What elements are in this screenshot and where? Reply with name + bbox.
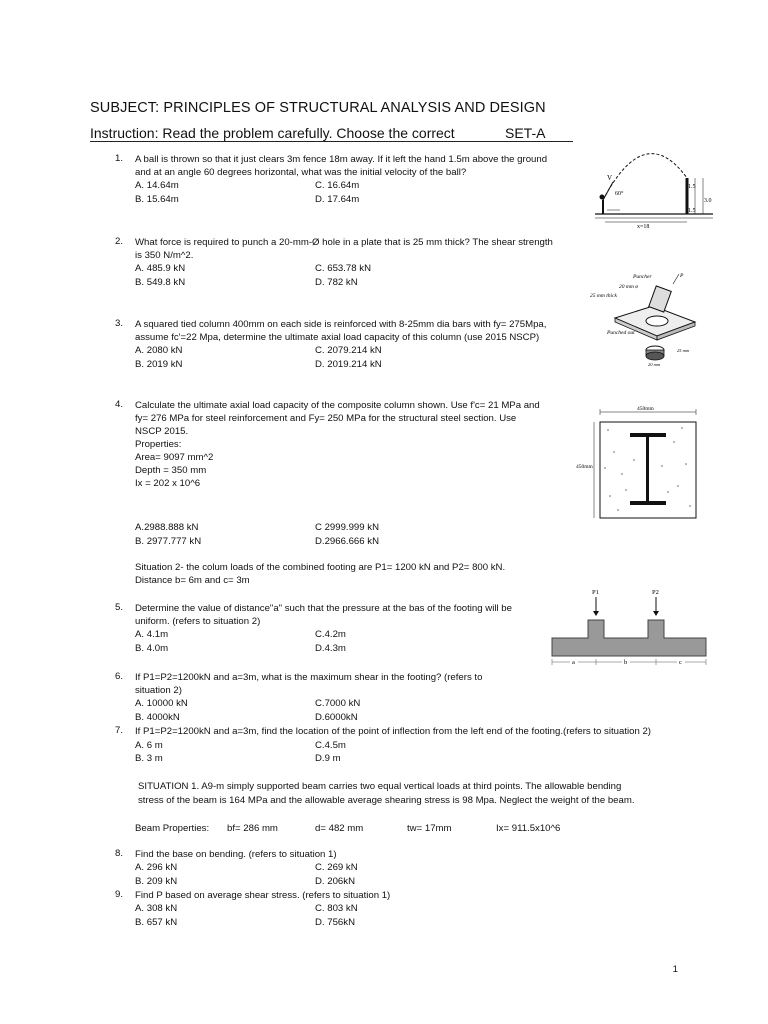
dimension-label: 20 mm [648, 362, 661, 367]
choice-c: C.4.2m [315, 629, 346, 640]
choice-d: D. 17.64m [315, 194, 360, 205]
choice-c: C. 2079.214 kN [315, 345, 382, 356]
choice-d: D. 782 kN [315, 277, 358, 288]
dimension-b-label: b [624, 659, 628, 666]
beam-property-d: d= 482 mm [315, 823, 364, 834]
choice-b: B. 4.0m [135, 643, 169, 654]
load-p2-label: P2 [652, 589, 659, 596]
question-text: fy= 276 MPa for steel reinforcement and Fy= 250 MPa for the structural steel section. Use [135, 413, 517, 424]
combined-footing-figure [548, 584, 710, 668]
choice-a: A. 485.9 kN [135, 263, 186, 274]
choice-c: C. 269 kN [315, 862, 358, 873]
dimension-a-label: a [572, 659, 575, 666]
choice-a: A.2988.888 kN [135, 522, 199, 533]
choice-c: C. 16.64m [315, 180, 360, 191]
question-text: Determine the value of distance"a" such that the pressure at the bas of the footing will be [135, 603, 512, 614]
beam-property-tw: tw= 17mm [407, 823, 452, 834]
choice-d: D.4.3m [315, 643, 346, 654]
question-text: uniform. (refers to situation 2) [135, 616, 261, 627]
question-number: 4. [114, 399, 123, 410]
choice-a: A. 14.64m [135, 180, 179, 191]
projectile-figure [585, 140, 717, 228]
question-text: If P1=P2=1200kN and a=3m, find the location of the point of inflection from the left end of the footing.(refers to situation 2) [135, 726, 651, 737]
choice-c: C.4.5m [315, 740, 346, 751]
choice-a: A. 10000 kN [135, 698, 188, 709]
question-number: 5. [114, 602, 123, 613]
question-text: and at an angle 60 degrees horizontal, what was the initial velocity of the ball? [135, 167, 467, 178]
question-text: Ix = 202 x 10^6 [135, 478, 201, 489]
question-text: situation 2) [135, 685, 182, 696]
choice-a: A. 2080 kN [135, 345, 183, 356]
composite-column-figure [574, 402, 714, 524]
choice-b: B. 4000kN [135, 712, 180, 723]
question-text: NSCP 2015. [135, 426, 189, 437]
beam-properties-label: Beam Properties: [135, 823, 210, 834]
question-number: 3. [114, 318, 123, 329]
choice-a: A. 6 m [135, 740, 163, 751]
choice-a: A. 296 kN [135, 862, 178, 873]
velocity-label: V [607, 174, 613, 182]
choice-b: B. 657 kN [135, 917, 178, 928]
choice-b: B. 3 m [135, 753, 163, 764]
question-number: 6. [114, 671, 123, 682]
punched-out-label: Punched out [607, 330, 635, 336]
choice-b: B. 15.64m [135, 194, 179, 205]
width-label: 450mm [637, 406, 654, 412]
height-label: 450mm [576, 464, 593, 470]
choice-c: C 2999.999 kN [315, 522, 379, 533]
punch-figure [585, 266, 710, 374]
question-number: 2. [114, 236, 123, 247]
page-number: 1 [672, 964, 678, 975]
question-text: If P1=P2=1200kN and a=3m, what is the maximum shear in the footing? (refers to [135, 672, 483, 683]
subject-title: SUBJECT: PRINCIPLES OF STRUCTURAL ANALYSIS AND DESIGN [90, 100, 546, 116]
beam-property-bf: bf= 286 mm [227, 823, 278, 834]
choice-b: B. 549.8 kN [135, 277, 186, 288]
situation-2-text: Distance b= 6m and c= 3m [135, 575, 250, 586]
choice-d: D. 756kN [315, 917, 355, 928]
situation-1-text: stress of the beam is 164 MPa and the allowable average shearing stress is 98 Mpa. Neglect the weight of the beam. [138, 795, 635, 806]
question-number: 8. [114, 848, 123, 859]
choice-c: C.7000 kN [315, 698, 361, 709]
choice-d: D.9 m [315, 753, 341, 764]
dimension-c-label: c [679, 659, 682, 666]
choice-b: B. 2019 kN [135, 359, 183, 370]
question-text: A squared tied column 400mm on each side is reinforced with 8-25mm dia bars with fy= 275Mpa, [135, 319, 547, 330]
question-text: Find the base on bending. (refers to situation 1) [135, 849, 337, 860]
header-rule [90, 141, 573, 142]
choice-b: B. 209 kN [135, 876, 178, 887]
choice-c: C. 803 kN [315, 903, 358, 914]
puncher-label: Puncher [633, 274, 652, 280]
question-number: 1. [114, 153, 123, 164]
angle-label: 60° [615, 191, 624, 197]
set-label: SET-A [505, 125, 546, 141]
situation-2-text: Situation 2- the colum loads of the combined footing are P1= 1200 kN and P2= 800 kN. [135, 562, 506, 573]
choice-b: B. 2977.777 kN [135, 536, 202, 547]
distance-label: x=18 [637, 224, 650, 228]
dimension-label: 25 mm [677, 348, 690, 353]
thickness-label: 25 mm thick [590, 293, 617, 299]
choice-d: D.6000kN [315, 712, 358, 723]
question-text: is 350 N/m^2. [135, 250, 194, 261]
choice-c: C. 653.78 kN [315, 263, 371, 274]
situation-1-text: SITUATION 1. A9-m simply supported beam carries two equal vertical loads at third points. The allowable bending [138, 781, 622, 792]
choice-d: D. 206kN [315, 876, 355, 887]
load-p1-label: P1 [592, 589, 599, 596]
question-text: Depth = 350 mm [135, 465, 207, 476]
choice-d: D. 2019.214 kN [315, 359, 382, 370]
choice-a: A. 308 kN [135, 903, 178, 914]
height-label: 3.0 [704, 198, 712, 204]
question-number: 9. [114, 889, 123, 900]
height-label: 1.5 [688, 184, 696, 190]
question-number: 7. [114, 725, 123, 736]
question-text: Properties: [135, 439, 182, 450]
question-text: A ball is thrown so that it just clears 3m fence 18m away. If it left the hand 1.5m above the ground [135, 154, 548, 165]
force-label: P [680, 273, 684, 279]
question-text: assume fc'=22 Mpa, determine the ultimate axial load capacity of this column (use 2015 NSCP) [135, 332, 540, 343]
hole-label: 20 mm ø [619, 284, 638, 290]
beam-property-ix: Ix= 911.5x10^6 [496, 823, 561, 834]
choice-d: D.2966.666 kN [315, 536, 379, 547]
instruction-text: Instruction: Read the problem carefully. Choose the correct [90, 125, 455, 141]
height-label: 1.5 [688, 208, 696, 214]
question-text: Find P based on average shear stress. (refers to situation 1) [135, 890, 391, 901]
question-text: What force is required to punch a 20-mm-Ø hole in a plate that is 25 mm thick? The shear strength [135, 237, 553, 248]
question-text: Area= 9097 mm^2 [135, 452, 214, 463]
choice-a: A. 4.1m [135, 629, 169, 640]
question-text: Calculate the ultimate axial load capacity of the composite column shown. Use f'c= 21 MPa and [135, 400, 540, 411]
